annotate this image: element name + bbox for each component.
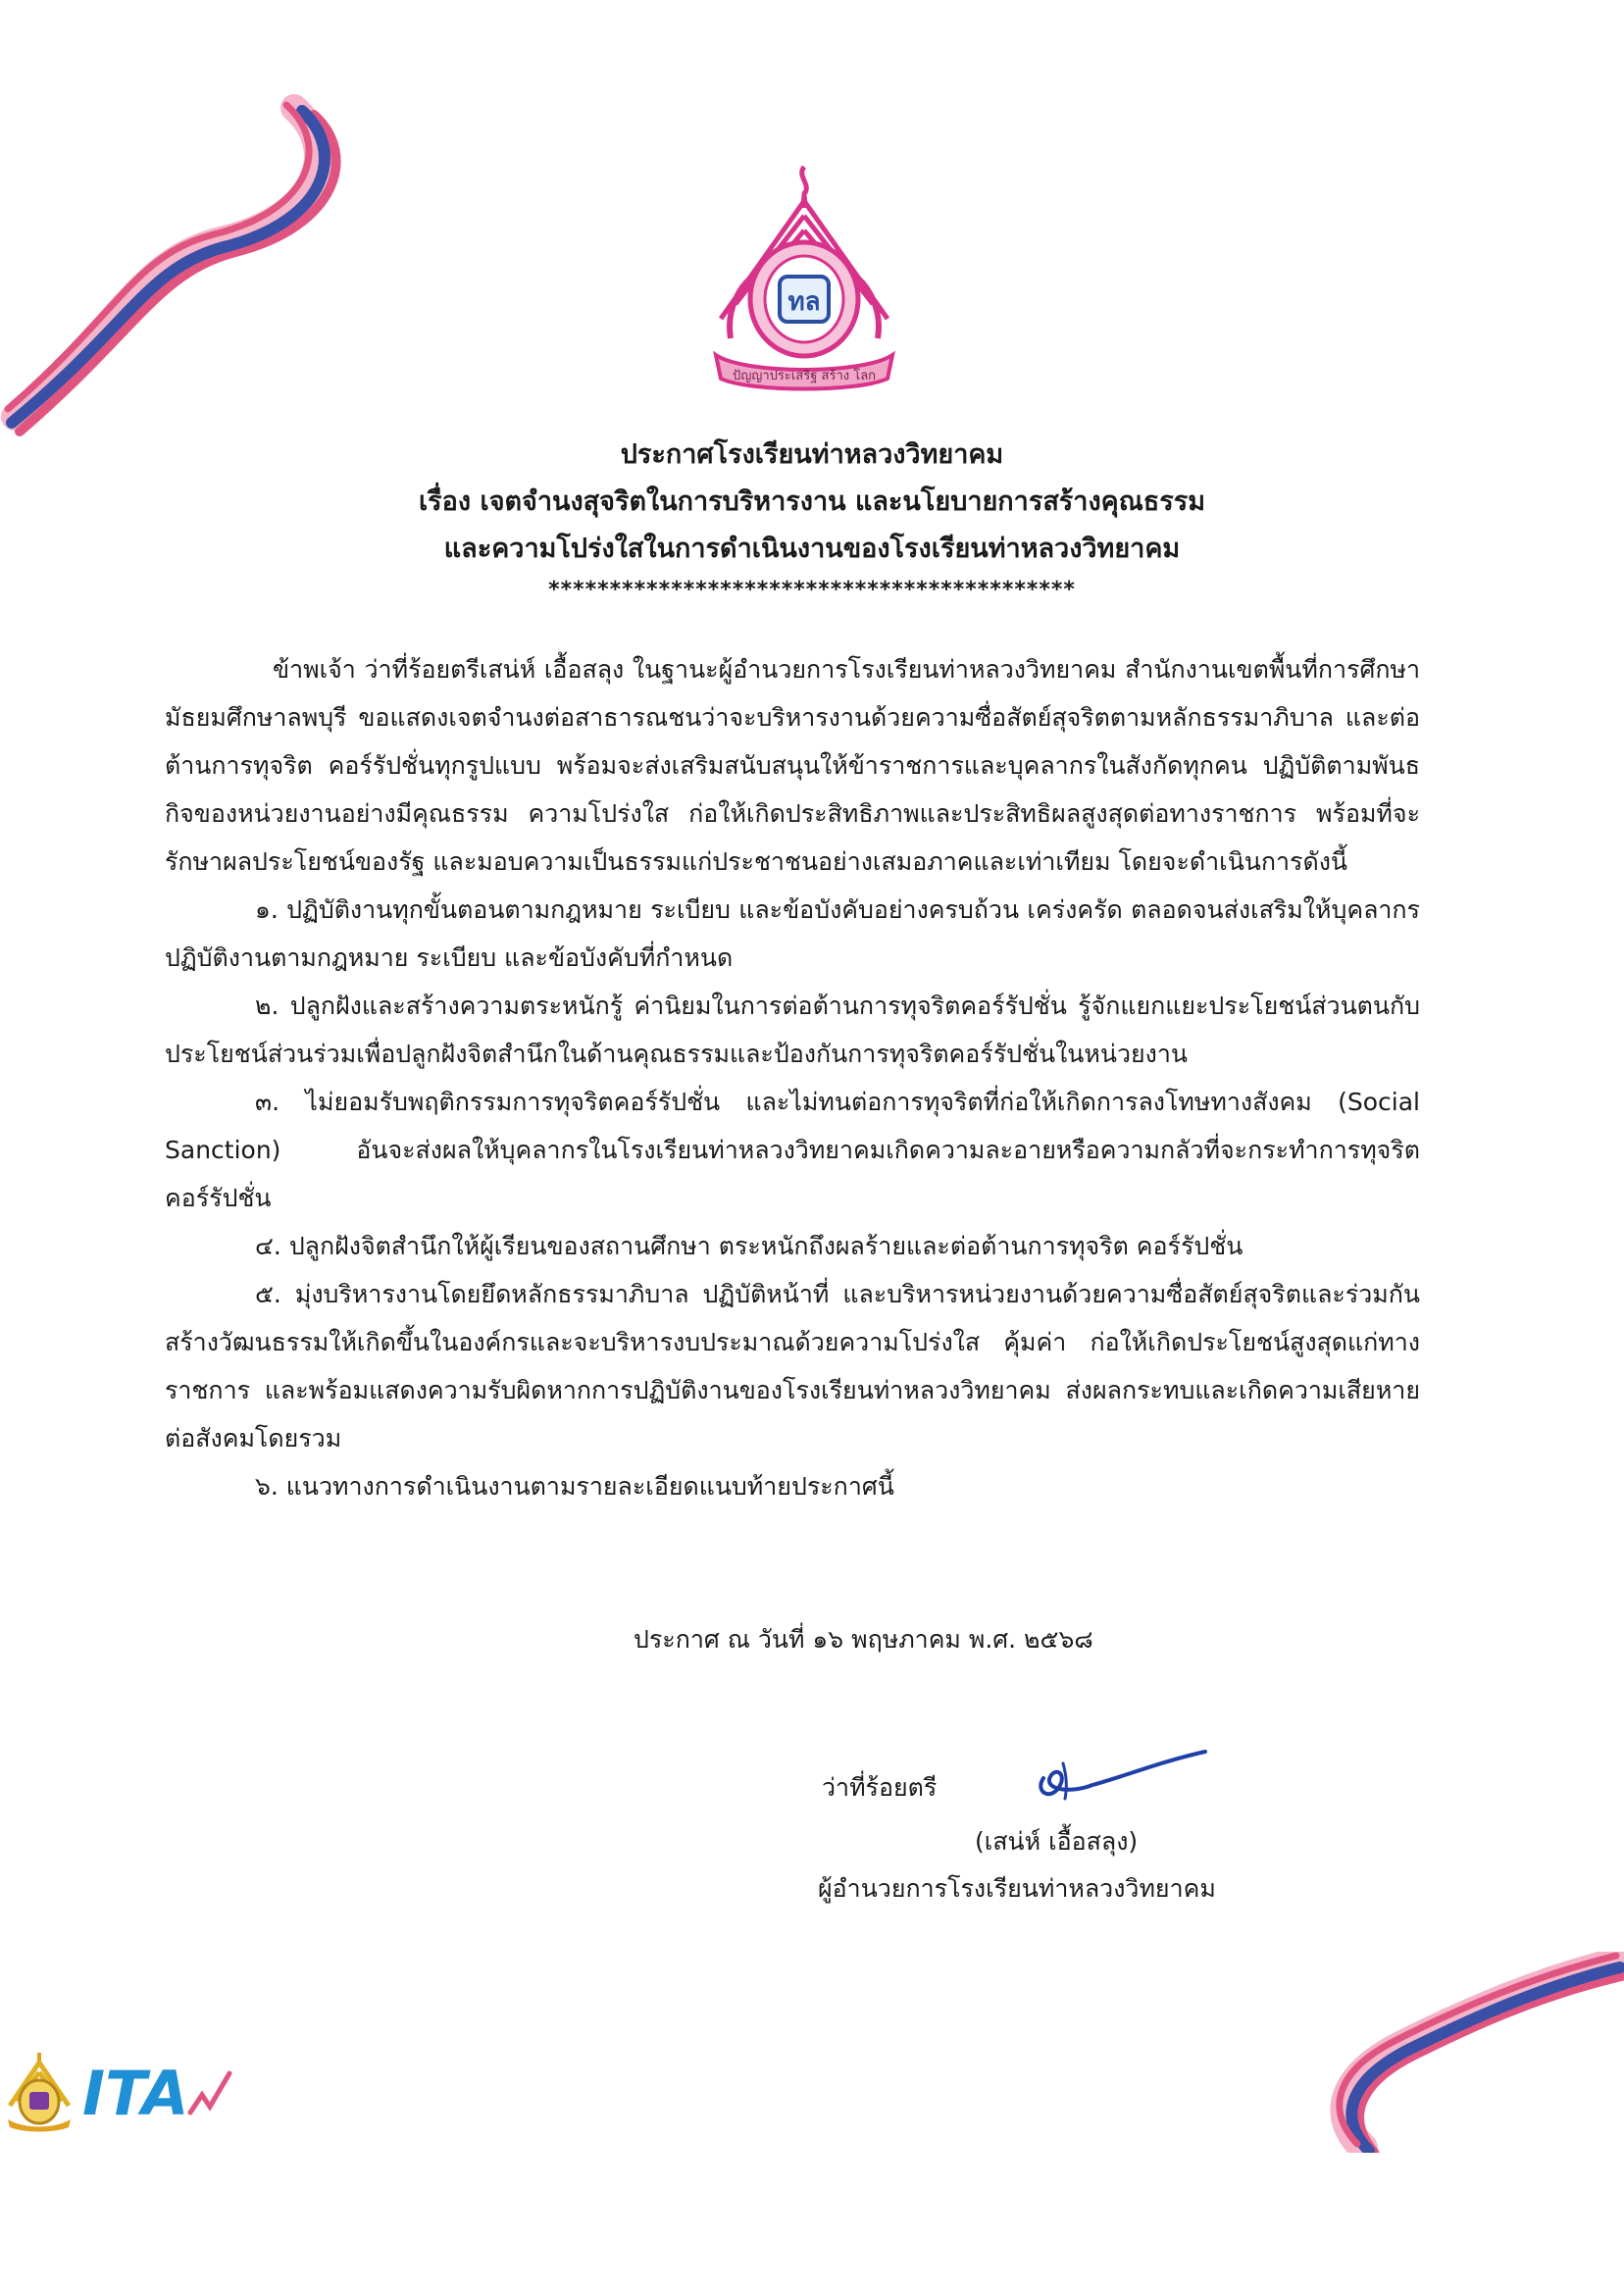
school-emblem-small-icon [0, 2045, 78, 2133]
title-separator: ******************************************* [548, 578, 1076, 602]
title-line-1: ประกาศโรงเรียนท่าหลวงวิทยาคม [620, 439, 1004, 470]
announcement-title [0, 432, 1624, 608]
list-item-3: ๓. ไม่ยอมรับพฤติกรรมการทุจริตคอร์รัปชั่น และไม่ทนต่อการทุจริตที่ก่อให้เกิดการลงโทษทางสังคม (Social Sanction) อันจะส่งผลให้บุคลากรในโรงเรียนท่าหลวงวิทยาคมเกิดความละอายหรือความกลัวที่จะกระทำการทุจริตคอร์รัปชั่น [165, 1088, 1420, 1212]
list-item-2: ๒. ปลูกฝังและสร้างความตระหนักรู้ ค่านิยมในการต่อต้านการทุจริตคอร์รัปชั่น รู้จักแยกแยะประโยชน์ส่วนตนกับประโยชน์ส่วนร่วมเพื่อปลูกฝังจิตสำนึกในด้านคุณธรรมและป้องกันการทุจริตคอร์รัปชั่นในหน่วยงาน [165, 992, 1420, 1068]
handwritten-signature [1024, 1734, 1210, 1812]
signatory-rank: ว่าที่ร้อยตรี [822, 1773, 938, 1802]
flag-ribbon-bottom-right [1324, 1952, 1624, 2153]
signatory-name: (เสน่ห์ เอื้อสลุง) [975, 1827, 1139, 1856]
ita-logo-icon [82, 2058, 239, 2126]
title-line-3: และความโปร่งใสในการดำเนินงานของโรงเรียนท่าหลวงวิทยาคม [443, 534, 1181, 564]
emblem-initials: ทล [787, 287, 821, 317]
announcement-date: ประกาศ ณ วันที่ ๑๖ พฤษภาคม พ.ศ. ๒๕๖๘ [634, 1625, 1093, 1654]
announcement-body [165, 645, 1420, 1510]
list-item-5: ๕. มุ่งบริหารงานโดยยึดหลักธรรมาภิบาล ปฏิบัติหน้าที่ และบริหารหน่วยงานด้วยความซื่อสัตย์สุจริตและร่วมกันสร้างวัฒนธรรมให้เกิดขึ้นในองค์กรและจะบริหารงบประมาณด้วยความโปร่งใส คุ้มค่า ก่อให้เกิดประโยชน์สูงสุดแก่ทางราชการ และพร้อมแสดงความรับผิดหากการปฏิบัติงานของโรงเรียนท่าหลวงวิทยาคม ส่งผลกระทบและเกิดความเสียหายต่อสังคมโดยรวม [165, 1280, 1420, 1452]
signatory-position: ผู้อำนวยการโรงเรียนท่าหลวงวิทยาคม [818, 1874, 1216, 1903]
intro-paragraph: ข้าพเจ้า ว่าที่ร้อยตรีเสน่ห์ เอื้อสลุง ในฐานะผู้อำนวยการโรงเรียนท่าหลวงวิทยาคม สำนักงานเขตพื้นที่การศึกษามัธยมศึกษาลพบุรี ขอแสดงเจตจำนงต่อสาธารณชนว่าจะบริหารงานด้วยความซื่อสัตย์สุจริตตามหลักธรรมาภิบาล และต่อต้านการทุจริต คอร์รัปชั่นทุกรูปแบบ พร้อมจะส่งเสริมสนับสนุนให้ข้าราชการและบุคลากรในสังกัดทุกคน ปฏิบัติตามพันธกิจของหน่วยงานอย่างมีคุณธรรม ความโปร่งใส ก่อให้เกิดประสิทธิภาพและประสิทธิผลสูงสุดต่อทางราชการ พร้อมที่จะรักษาผลประโยชน์ของรัฐ และมอบความเป็นธรรมแก่ประชาชนอย่างเสมอภาคและเท่าเทียม โดยจะดำเนินการดังนี้ [165, 655, 1420, 876]
school-emblem-icon [686, 147, 922, 392]
list-item-1: ๑. ปฏิบัติงานทุกขั้นตอนตามกฎหมาย ระเบียบ และข้อบังคับอย่างครบถ้วน เคร่งครัด ตลอดจนส่งเสริมให้บุคลากรปฏิบัติงานตามกฎหมาย ระเบียบ และข้อบังคับที่กำหนด [165, 895, 1420, 972]
flag-ribbon-top-left [0, 93, 353, 436]
list-item-6: ๖. แนวทางการดำเนินงานตามรายละเอียดแนบท้ายประกาศนี้ [255, 1472, 894, 1501]
emblem-motto: ปัญญาประเสริฐ สร้าง โลก [732, 369, 877, 383]
title-line-2: เรื่อง เจตจำนงสุจริตในการบริหารงาน และนโยบายการสร้างคุณธรรม [418, 486, 1206, 517]
ita-logo-text: ITA [82, 2058, 189, 2126]
list-item-4: ๔. ปลูกฝังจิตสำนึกให้ผู้เรียนของสถานศึกษา ตระหนักถึงผลร้ายและต่อต้านการทุจริต คอร์รัปชั่น [255, 1232, 1243, 1260]
